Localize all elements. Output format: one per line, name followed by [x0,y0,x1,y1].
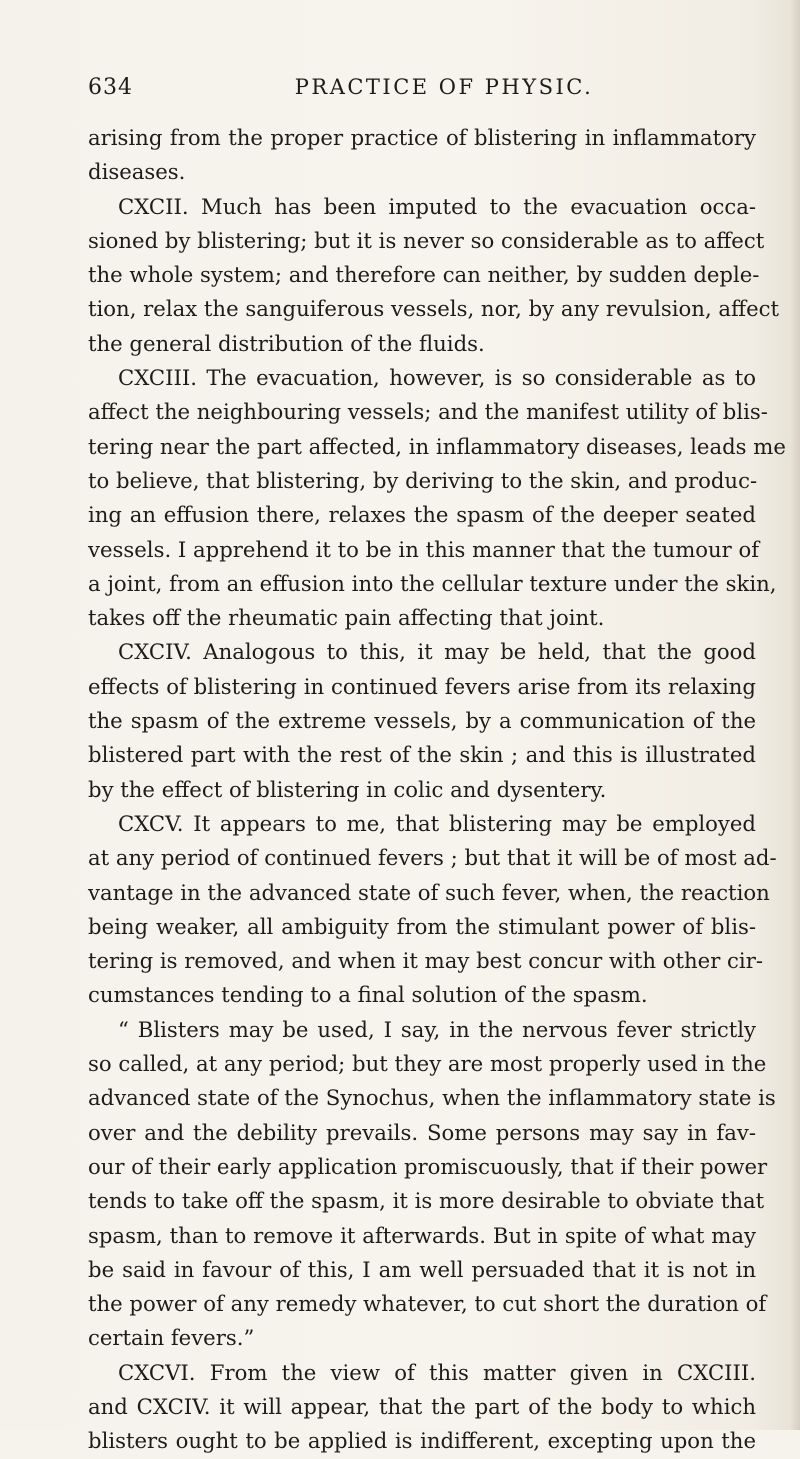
text-line: at any period of continued fevers ; but that it will be of most ad- [88,845,777,871]
running-head: PRACTICE OF PHYSIC. [294,75,594,99]
text-line: be said in favour of this, I am well persuaded that it is not in [88,1256,756,1282]
text-line: effects of blistering in continued fevers arise from its relaxing [88,673,756,699]
text-line: over and the debility prevails. Some persons may say in fav- [88,1119,756,1145]
quotation-start: “ Blisters may be used, I say, in the nervous fever strictly [118,1016,756,1042]
text-line: blisters ought to be applied is indifferent, excepting upon the [88,1428,756,1454]
text-line: arising from the proper practice of blistering in inflammatory [88,125,756,150]
text-line: advanced state of the Synochus, when the inflammatory state is [88,1085,776,1111]
text-line: a joint, from an effusion into the cellular texture under the skin, [88,570,777,596]
section-cxciv-start: CXCIV. Analogous to this, it may be held, that the good [118,639,756,665]
text-line: spasm, than to remove it afterwards. But in spite of what may [88,1222,756,1248]
text-line: to believe, that blistering, by deriving to the skin, and produc- [88,467,758,493]
text-line: takes off the rheumatic pain affecting that joint. [88,605,605,631]
text-line: the general distribution of the fluids. [88,330,485,356]
page-edge-shadow [790,0,800,1430]
text-line: blistered part with the rest of the skin ; and this is illustrated [88,742,756,768]
body-text [88,121,786,1459]
text-line: the power of any remedy whatever, to cut short the duration of [88,1291,767,1317]
text-line: the whole system; and therefore can neither, by sudden deple- [88,262,760,288]
text-line: so called, at any period; but they are most properly used in the [88,1051,767,1077]
text-line: tends to take off the spasm, it is more desirable to obviate that [88,1188,765,1214]
text-line: diseases. [88,159,186,185]
text-line: ing an effusion there, relaxes the spasm of the deeper seated [88,502,756,528]
text-line: affect the neighbouring vessels; and the manifest utility of blis- [88,399,768,425]
text-line: tering near the part affected, in inflammatory diseases, leads me [88,433,786,459]
text-line: the spasm of the extreme vessels, by a communication of the [88,708,756,734]
page-number: 634 [88,75,133,100]
text-line: tering is removed, and when it may best concur with other cir- [88,948,763,974]
text-line: vessels. I apprehend it to be in this manner that the tumour of [88,536,760,562]
text-line: cumstances tending to a final solution of the spasm. [88,982,648,1008]
section-cxcii-start: CXCII. Much has been imputed to the evacuation occa- [118,193,756,219]
text-line: certain fevers.” [88,1325,255,1351]
text-line: sioned by blistering; but it is never so considerable as to affect [88,227,765,253]
text-line: vantage in the advanced state of such fever, when, the reaction [88,879,770,905]
text-line: by the effect of blistering in colic and dysentery. [88,776,607,802]
text-line: our of their early application promiscuously, that if their power [88,1153,768,1179]
section-cxcv-start: CXCV. It appears to me, that blistering may be employed [118,810,756,836]
text-line: being weaker, all ambiguity from the stimulant power of blis- [88,913,756,939]
text-line: and CXCIV. it will appear, that the part of the body to which [88,1393,756,1419]
section-cxcvi-start: CXCVI. From the view of this matter given in CXCIII. [118,1359,756,1385]
page-header [88,75,770,115]
text-line: tion, relax the sanguiferous vessels, nor, by any revulsion, affect [88,296,780,322]
section-cxciii-start: CXCIII. The evacuation, however, is so considerable as to [118,365,756,391]
